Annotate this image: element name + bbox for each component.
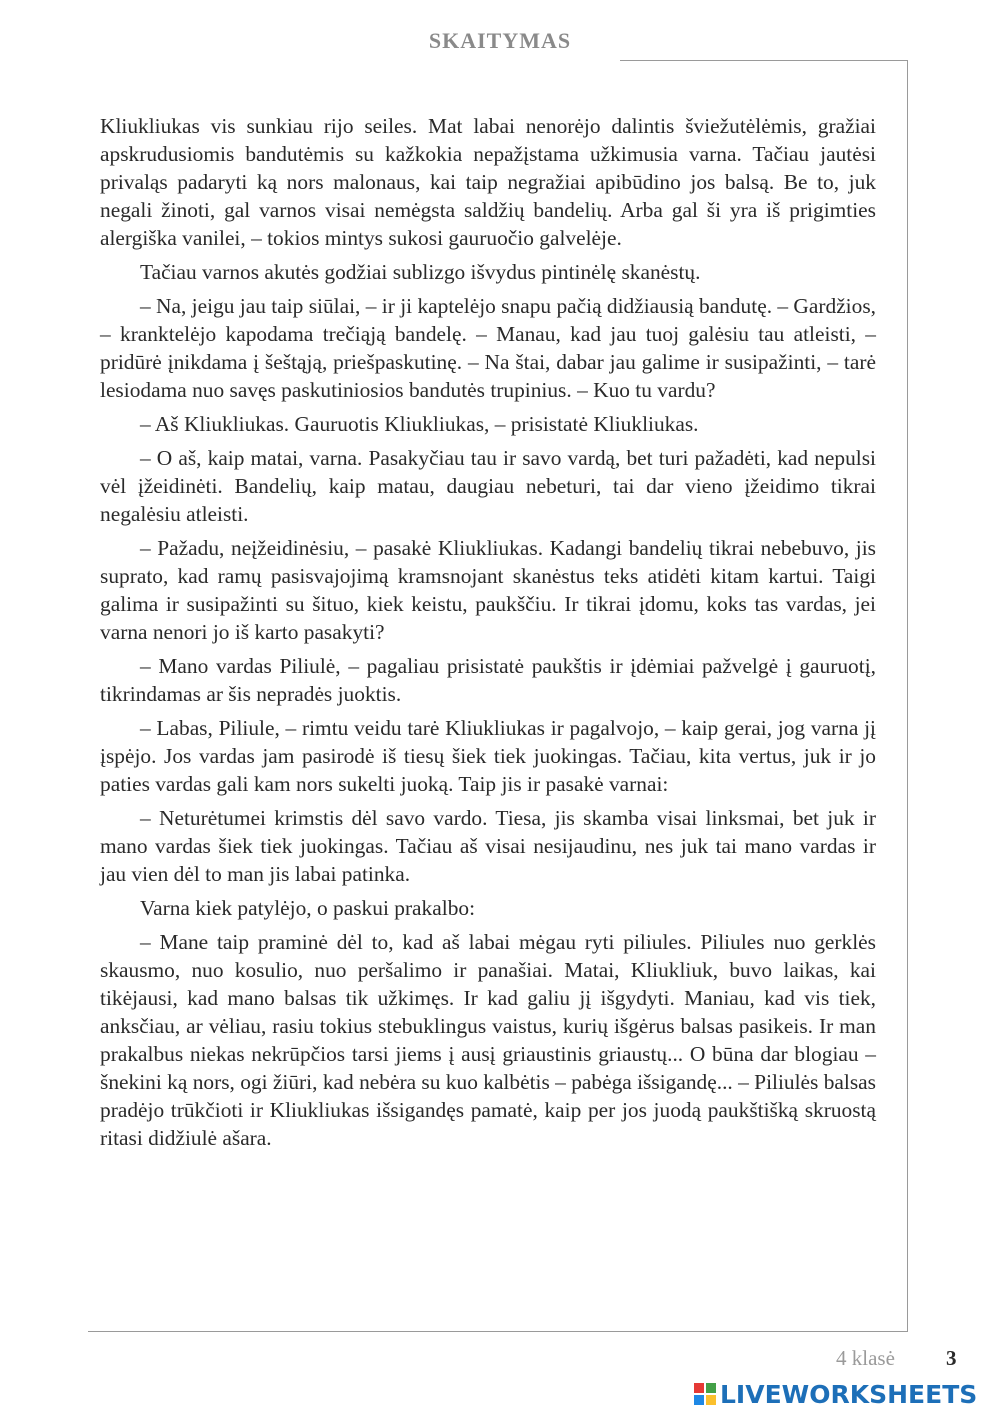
story-paragraph: – Aš Kliukliukas. Gauruotis Kliukliukas, – prisistatė Kliukliukas. [140,412,699,436]
story-paragraph: – O aš, kaip matai, varna. Pasakyčiau tau ir savo vardą, bet turi pažadėti, kad nepulsi vėl įžeidinėti. Bandelių, kaip matau, daugiau nebeturi, tai dar vieno įžeidimo tikrai negalėsiu atleisti. [100,446,876,526]
story-paragraph: – Pažadu, neįžeidinėsiu, – pasakė Kliukliukas. Kadangi bandelių tikrai nebebuvo, jis suprato, kad ramų pasisvajojimą kramsnojant skanėstus teks atidėti kitam kartui. Taigi galima ir susipažinti su šituo, kiek keistu, paukščiu. Ir tikrai įdomu, koks tas vardas, jei varna nenori jo iš karto pasakyti? [100,536,876,644]
page-header-title: SKAITYMAS [428,28,572,53]
logo-tile [694,1395,704,1405]
story-paragraph: – Labas, Piliule, – rimtu veidu tarė Kliukliukas ir pagalvojo, – kaip gerai, jog varna jį įspėjo. Jos vardas jam pasirodė iš tiesų šiek tiek juokingas. Tačiau, kita vertus, juk ir jo paties vardas gali kam nors sukelti juoką. Taip jis ir pasakė varnai: [100,716,876,796]
story-paragraph: – Mano vardas Piliulė, – pagaliau prisistatė paukštis ir įdėmiai pažvelgė į gauruotį, tikrindamas ar šis nepradės juoktis. [100,654,876,706]
logo-tile [706,1395,716,1405]
story-paragraph: Kliukliukas vis sunkiau rijo seiles. Mat labai nenorėjo dalintis šviežutėlėmis, gražiai apskrudusiomis bandutėmis su kažkokia nepažįstama užkimusia varna. Tačiau jautėsi privaląs padaryti ką nors malonaus, kai taip negražiai apibūdino jos balsą. Be to, juk negali žinoti, gal varnos visai nemėgsta saldžių bandelių. Arba gal ši yra iš prigimties alergiška vanilei, – tokios mintys sukosi gauruočio galvelėje. [100,114,876,250]
grade-label: 4 klasė [836,1346,895,1370]
story-paragraph: – Na, jeigu jau taip siūlai, – ir ji kaptelėjo snapu pačią didžiausią bandutę. – Gardžios, – kranktelėjo kapodama trečiąją bandelę. – Manau, kad jau tuoj galėsiu tau atleisti, – pridūrė įnikdama į šeštąją, priešpaskutinę. – Na štai, dabar jau galime ir susipažinti, – tarė lesiodama nuo savęs paskutiniosios bandutės trupinius. – Kuo tu vardu? [100,294,876,402]
page-frame-top-line [620,60,908,61]
liveworksheets-logo-icon [694,1383,716,1405]
logo-tile [694,1383,704,1393]
brand-name: LIVEWORKSHEETS [720,1379,978,1409]
story-paragraph: Tačiau varnos akutės godžiai sublizgo išvydus pintinėlę skanėstų. [140,260,701,284]
story-paragraph: Varna kiek patylėjo, o paskui prakalbo: [140,896,476,920]
liveworksheets-brand[interactable] [694,1378,977,1410]
story-paragraph: – Neturėtumei krimstis dėl savo vardo. Tiesa, jis skamba visai linksmai, bet juk ir mano vardas šiek tiek juokingas. Tačiau aš visai nesijaudinu, nes juk tai mano vardas ir jau vien dėl to man jis labai patinka. [100,806,876,886]
story-paragraph: – Mane taip praminė dėl to, kad aš labai mėgau ryti piliules. Piliules nuo gerklės skausmo, nuo kosulio, nuo peršalimo ir panašiai. Matai, Kliukliuk, buvo laikas, kai tikėjausi, kad mano balsas tik užkimęs. Ir kad galiu jį išgydyti. Maniau, kad vis tiek, anksčiau, ar vėliau, rasiu tokius stebuklingus vaistus, kurių išgėrus balsas pasikeis. Ir man prakalbus niekas nekrūpčios tarsi jiems į ausį griaustinis griaustų... O būna dar blogiau – šnekini ką nors, ogi žiūri, kad nebėra su kuo kalbėtis – pabėga išsigandę... – Piliulės balsas pradėjo trūkčioti ir Kliukliukas išsigandęs pamatė, kaip per jos juodą paukštišką skruostą ritasi didžiulė ašara. [100,930,876,1150]
logo-tile [706,1383,716,1393]
page-number: 3 [946,1346,957,1370]
story-text [100,112,876,1158]
